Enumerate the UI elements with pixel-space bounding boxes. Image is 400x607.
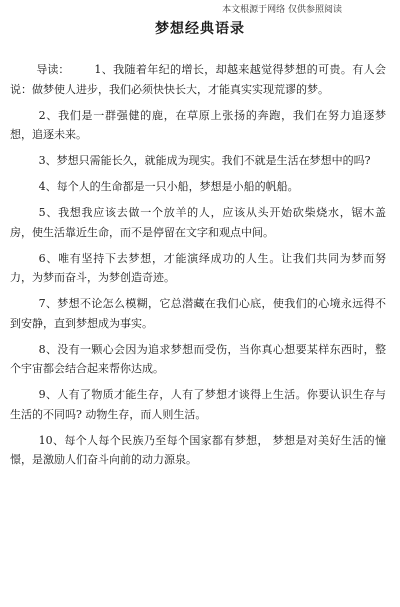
quote-paragraph-6: 6、唯有坚持下去梦想，才能演绎成功的人生。让我们共同为梦而努力，为梦而奋斗，为梦创造奇迹。: [10, 251, 386, 284]
quote-paragraph-5: 5、我想我应该去做一个放羊的人，应该从头开始砍柴烧水，锯木盖房，使生活靠近生命，而不是停留在文字和观点中间。: [10, 206, 386, 239]
document-body: [10, 60, 386, 476]
quote-paragraph-8: 8、没有一颗心会因为追求梦想而受伤，当你真心想要某样东西时，整个宇宙都会结合起来帮你达成。: [10, 342, 386, 375]
quote-paragraph-1: [10, 60, 386, 99]
quote-paragraph-9: 9、人有了物质才能生存，人有了梦想才谈得上生活。你要认识生存与生活的不同吗? 动物生存，而人则生活。: [10, 388, 386, 421]
quote-paragraph-7: 7、梦想不论怎么模糊，它总潜藏在我们心底，使我们的心境永远得不到安静，直到梦想成为事实。: [10, 297, 386, 330]
quote-text-1: 1、我随着年纪的增长，却越来越觉得梦想的可贵。有人会说：做梦使人进步，我们必须快快长大，才能真实实现荒谬的梦。: [10, 63, 386, 96]
intro-label: 导读：: [36, 63, 70, 76]
quote-paragraph-3: 3、梦想只需能长久，就能成为现实。我们不就是生活在梦想中的吗?: [38, 154, 371, 167]
page-title: 梦想经典语录: [155, 21, 245, 37]
quote-paragraph-2: 2、我们是一群强健的鹿，在草原上张扬的奔跑，我们在努力追逐梦想，追逐未来。: [10, 108, 386, 141]
quote-paragraph-10: 10、每个人每个民族乃至每个国家都有梦想， 梦想是对美好生活的憧憬，是激励人们奋斗向前的动力源泉。: [10, 433, 386, 466]
quote-paragraph-4: 4、每个人的生命都是一只小船，梦想是小船的帆船。: [38, 180, 299, 193]
source-note: 本文根源于网络 仅供参照阅读: [222, 5, 342, 15]
